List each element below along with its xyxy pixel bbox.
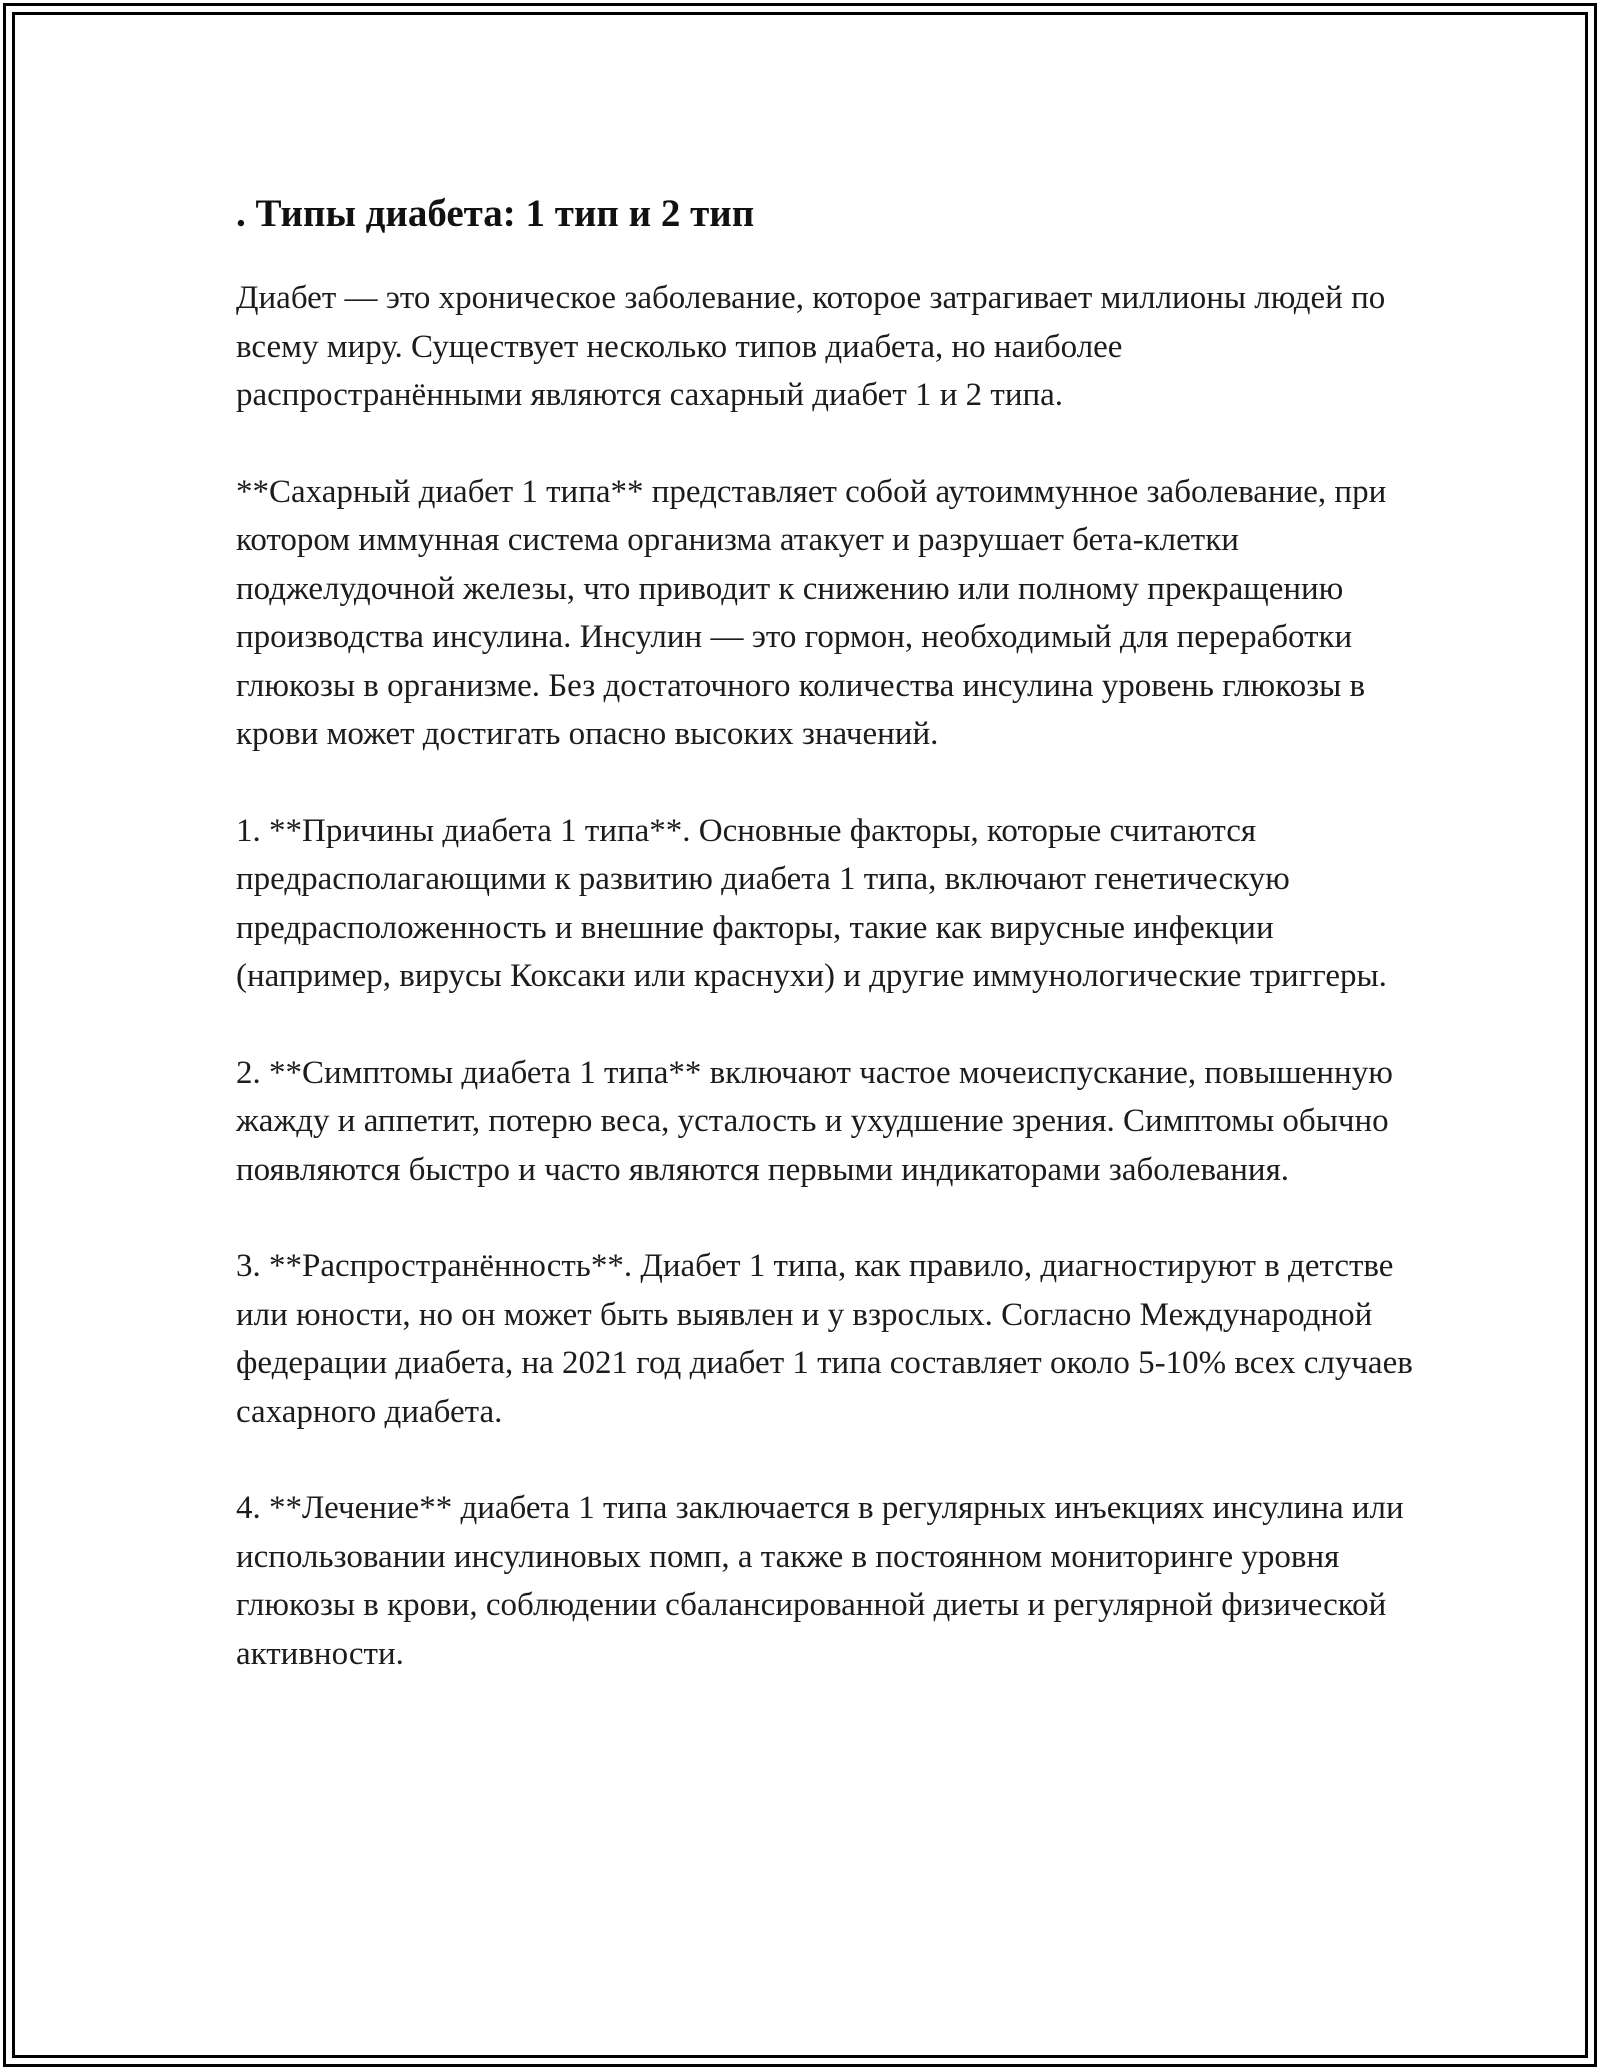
causes-paragraph: 1. **Причины диабета 1 типа**. Основные факторы, которые считаются предрасполагающими к развитию диабета 1 типа, включают генетическую предрасположенность и внешние факторы, такие как вирусные инфекции (например, вирусы Коксаки или краснухи) и другие иммунологические триггеры.	[236, 812, 1387, 994]
document-title: . Типы диабета: 1 тип и 2 тип	[236, 192, 755, 235]
document-body	[236, 184, 1416, 1726]
symptoms-paragraph: 2. **Симптомы диабета 1 типа** включают частое мочеиспускание, повышенную жажду и аппетит, потерю веса, усталость и ухудшение зрения. Симптомы обычно появляются быстро и часто являются первыми индикаторами заболевания.	[236, 1054, 1393, 1188]
treatment-paragraph: 4. **Лечение** диабета 1 типа заключается в регулярных инъекциях инсулина или использовании инсулиновых помп, а также в постоянном мониторинге уровня глюкозы в крови, соблюдении сбалансированной диеты и регулярной физической активности.	[236, 1490, 1404, 1672]
intro-paragraph: Диабет — это хроническое заболевание, которое затрагивает миллионы людей по всему миру. Существует несколько типов диабета, но наиболее распространёнными являются сахарный диабет 1 и 2 типа.	[236, 280, 1386, 413]
prevalence-paragraph: 3. **Распространённость**. Диабет 1 типа, как правило, диагностируют в детстве или юности, но он может быть выявлен и у взрослых. Согласно Международной федерации диабета, на 2021 год диабет 1 типа составляет около 5-10% всех случаев сахарного диабета.	[236, 1248, 1413, 1430]
type1-definition-paragraph: **Сахарный диабет 1 типа** представляет собой аутоиммунное заболевание, при котором иммунная система организма атакует и разрушает бета-клетки поджелудочной железы, что приводит к снижению или полному прекращению производства инсулина. Инсулин — это гормон, необходимый для переработки глюкозы в организме. Без достаточного количества инсулина уровень глюкозы в крови может достигать опасно высоких значений.	[236, 473, 1387, 752]
